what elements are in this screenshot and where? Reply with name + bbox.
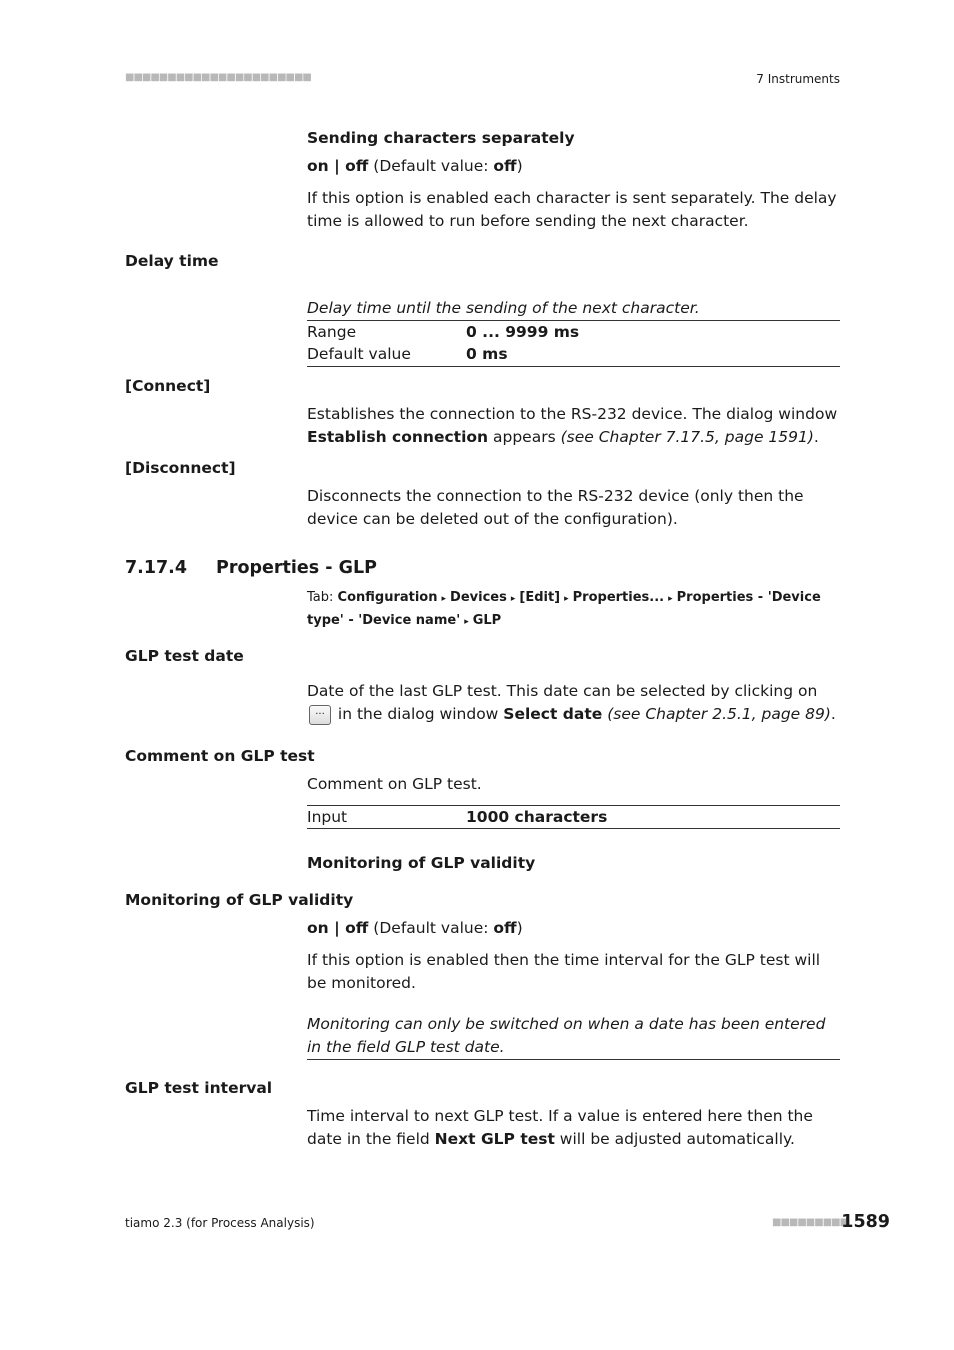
monitoring-subheading: Monitoring of GLP validity <box>307 854 536 872</box>
comment-description: Comment on GLP test. <box>307 775 482 793</box>
header-decoration: ■■■■■■■■■■■■■■■■■■■■■■ <box>125 72 311 83</box>
range-value: 0 ... 9999 ms <box>466 323 580 341</box>
interval-desc-text-2: will be adjusted automatically. <box>554 1130 795 1148</box>
connect-desc-end: . <box>813 428 819 446</box>
section-number: 7.17.4 <box>125 558 188 578</box>
input-bottom-rule <box>307 828 840 829</box>
input-label: Input <box>307 808 348 826</box>
next-glp-test-label: Next GLP test <box>434 1130 555 1148</box>
input-top-rule <box>307 805 840 806</box>
monitoring-description: If this option is enabled then the time interval for the GLP test will be monitored. <box>307 951 821 992</box>
page-number: 1589 <box>841 1212 890 1232</box>
default-value: off <box>493 919 517 937</box>
tab-path <box>307 587 842 633</box>
default-prefix: (Default value: <box>368 157 494 175</box>
table-bottom-rule <box>307 366 840 367</box>
chapter-label: 7 Instruments <box>756 72 840 86</box>
input-value: 1000 characters <box>466 808 608 826</box>
path-arrow-icon: ▸ <box>510 594 516 604</box>
glp-interval-heading: GLP test interval <box>125 1079 273 1097</box>
disconnect-description: Disconnects the connection to the RS-232 device (only then the device can be deleted out of the configuration). <box>307 487 804 528</box>
tab-prefix: Tab: <box>307 590 338 605</box>
connect-desc-text: Establishes the connection to the RS-232 device. The dialog window <box>307 405 838 423</box>
monitoring-heading: Monitoring of GLP validity <box>125 891 354 909</box>
send-separately-heading: Sending characters separately <box>307 129 575 147</box>
default-value-ms: 0 ms <box>466 345 508 363</box>
glp-interval-description <box>307 1105 842 1151</box>
path-devices: Devices <box>450 590 507 605</box>
monitoring-note: Monitoring can only be switched on when a date has been entered in the field GLP test date. <box>307 1015 826 1056</box>
send-separately-description: If this option is enabled each character is sent separately. The delay time is allowed to run before sending the next character. <box>307 189 837 230</box>
path-arrow-icon: ▸ <box>441 594 447 604</box>
range-label: Range <box>307 323 357 341</box>
delay-time-heading: Delay time <box>125 252 219 270</box>
footer-product: tiamo 2.3 (for Process Analysis) <box>125 1216 315 1230</box>
default-value: off <box>493 157 517 175</box>
note-bottom-rule <box>307 1059 840 1060</box>
comment-heading: Comment on GLP test <box>125 747 315 765</box>
chapter-reference-link[interactable]: (see Chapter 7.17.5, page 1591) <box>560 428 814 446</box>
send-separately-values <box>307 155 523 178</box>
select-date-label: Select date <box>503 705 603 723</box>
path-properties: Properties... <box>572 590 665 605</box>
default-suffix: ) <box>516 157 523 175</box>
default-label: Default value <box>307 345 411 363</box>
path-configuration: Configuration <box>337 590 438 605</box>
footer-decoration: ■■■■■■■■■ <box>772 1217 849 1228</box>
path-arrow-icon: ▸ <box>464 617 469 627</box>
establish-connection-label: Establish connection <box>307 428 489 446</box>
section-title: Properties - GLP <box>216 558 377 578</box>
option-on: on <box>307 157 329 175</box>
option-separator: | <box>328 157 346 175</box>
path-arrow-icon: ▸ <box>668 594 673 604</box>
option-separator: | <box>328 919 346 937</box>
disconnect-heading: [Disconnect] <box>125 459 236 477</box>
glp-test-date-description <box>307 680 842 726</box>
ellipsis-button-icon: ... <box>309 705 331 725</box>
option-off: off <box>345 157 369 175</box>
glp-test-date-heading: GLP test date <box>125 647 244 665</box>
chapter-reference-link-2[interactable]: (see Chapter 2.5.1, page 89) <box>602 705 831 723</box>
table-top-rule <box>307 320 840 321</box>
connect-desc-text-2: appears <box>488 428 561 446</box>
path-properties-device: Properties - 'Device type' - 'Device name' <box>307 590 821 628</box>
interval-desc-text: Time interval to next GLP test. If a value is entered here then the date in the field <box>307 1107 813 1148</box>
path-glp: GLP <box>472 613 502 628</box>
default-prefix: (Default value: <box>368 919 494 937</box>
glp-date-desc-text: Date of the last GLP test. This date can be selected by clicking on <box>307 682 818 700</box>
delay-time-caption: Delay time until the sending of the next character. <box>307 299 700 317</box>
glp-date-desc-end: . <box>830 705 836 723</box>
connect-description <box>307 403 842 449</box>
default-suffix: ) <box>516 919 523 937</box>
path-edit: [Edit] <box>519 590 561 605</box>
monitoring-values <box>307 917 523 940</box>
glp-date-desc-text-2: in the dialog window <box>333 705 504 723</box>
option-on: on <box>307 919 329 937</box>
option-off: off <box>345 919 369 937</box>
connect-heading: [Connect] <box>125 377 211 395</box>
path-arrow-icon: ▸ <box>564 594 569 604</box>
